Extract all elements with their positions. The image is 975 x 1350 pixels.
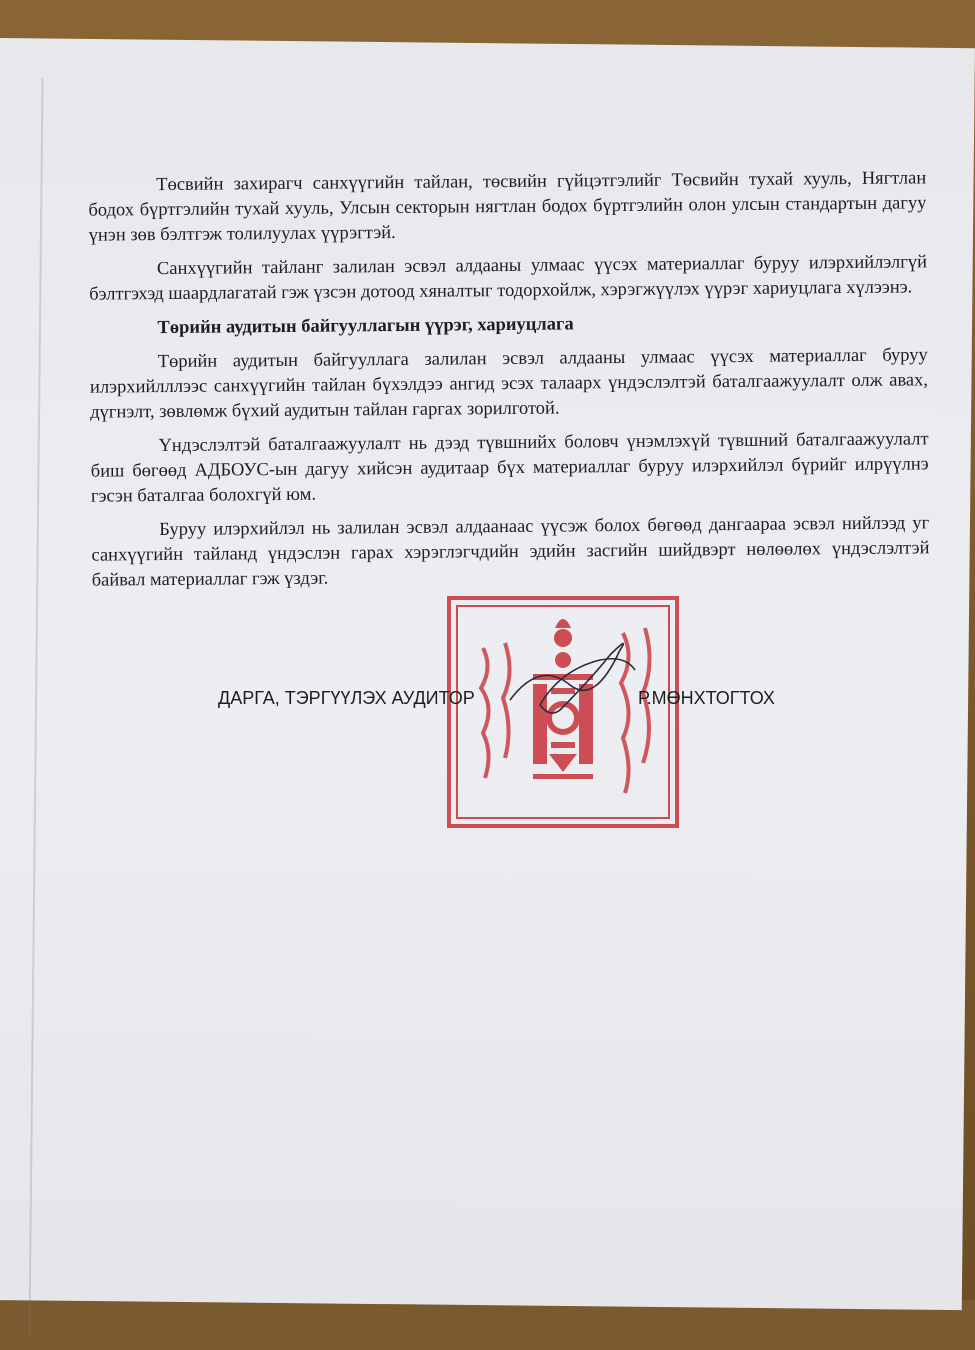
document-body [88, 166, 930, 602]
paragraph-1: Төсвийн захирагч санхүүгийн тайлан, төсвийн гүйцэтгэлийг Төсвийн тухай хууль, Нягтлан бодох бүртгэлийн тухай хууль, Улсын секторын нягтлан бодох бүртгэлийн олон улсын стандартын дагуу үнэн зөв бэлтгэж толилуулах үүрэгтэй. [88, 168, 927, 246]
paragraph-3: Төрийн аудитын байгууллага залилан эсвэл алдааны улмаас үүсэх материаллаг буруу илэрхийлллээс санхүүгийн тайлан бүхэлдээ ангид эсэх талаарх үндэслэлтэй баталгаажуулалт олж авах, дүгнэлт, зөвлөмж бүхий аудитын тайлан гаргах зорилготой. [89, 345, 929, 423]
handwritten-signature-icon [500, 630, 640, 720]
paragraph-5: Буруу илэрхийлэл нь залилан эсвэл алдаанаас үүсэж болох бөгөөд дангаараа эсвэл нийлээд уг санхүүгийн тайланд үндэслэн гарах хэрэглэгчдийн эдийн засгийн шийдвэрт нөлөөлөх үндэслэлтэй байвал материаллаг гэж үздэг. [91, 513, 930, 591]
paragraph-2: Санхүүгийн тайланг залилан эсвэл алдааны улмаас үүсэх материаллаг буруу илэрхийлэлгүй бэлтгэхэд шаардлагатай гэж үзсэн дотоод хяналтыг тодорхойлж, хэрэгжүүлэх үүрэг хариуцлага хүлээнэ. [89, 252, 928, 305]
signatory-name: Р.МӨНХТОГТОХ [638, 688, 775, 708]
section-heading: Төрийн аудитын байгууллагын үүрэг, хариуцлага [157, 314, 574, 339]
page-fold-line [28, 78, 43, 1340]
paragraph-4: Үндэслэлтэй баталгаажуулалт нь дээд түвшнийх боловч үнэмлэхүй түвшний баталгаажуулалт биш бөгөөд АДБОУС-ын дагуу хийсэн аудитаар бүх материаллаг буруу илэрхийлэл бүрийг илрүүлнэ гэсэн баталгаа болохгүй юм. [90, 429, 929, 507]
signatory-title: ДАРГА, ТЭРГҮҮЛЭХ АУДИТОР [218, 688, 475, 708]
